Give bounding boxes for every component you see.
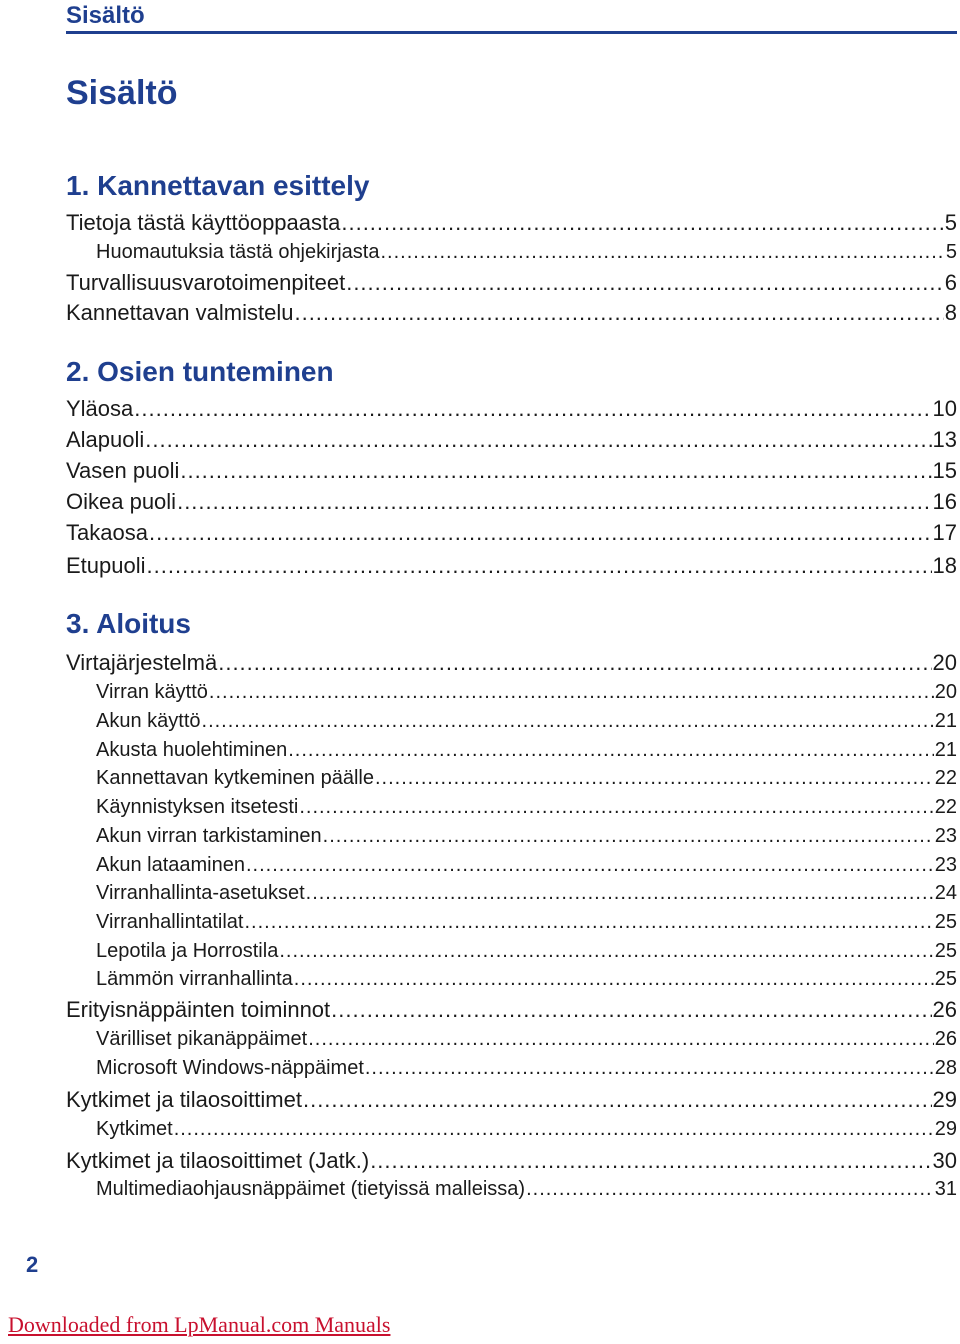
running-header bbox=[66, 0, 957, 34]
toc-entry[interactable]: Alapuoli ..... 13 bbox=[66, 427, 957, 453]
toc-entry[interactable]: Akun virran tarkistaminen ..... 23 bbox=[66, 825, 957, 848]
toc-entry[interactable]: Virranhallintatilat ..... 25 bbox=[66, 911, 957, 934]
toc-entry[interactable]: Virtajärjestelmä ..... 20 bbox=[66, 650, 957, 676]
toc-entry[interactable]: Virranhallinta-asetukset ..... 24 bbox=[66, 882, 957, 905]
page-title: Sisältö bbox=[66, 74, 178, 112]
page-number: 2 bbox=[26, 1252, 39, 1277]
toc-entry[interactable]: Multimediaohjausnäppäimet (tietyissä malleissa) ..... 31 bbox=[66, 1178, 957, 1201]
toc-entry[interactable]: Tietoja tästä käyttöoppaasta ..... 5 bbox=[66, 210, 957, 236]
toc-entry[interactable]: Akun lataaminen ..... 23 bbox=[66, 854, 957, 877]
toc-entry[interactable]: Yläosa ..... 10 bbox=[66, 396, 957, 422]
toc-entry[interactable]: Kytkimet ja tilaosoittimet ..... 29 bbox=[66, 1087, 957, 1113]
toc-entry[interactable]: Kytkimet ja tilaosoittimet (Jatk.) ..... 30 bbox=[66, 1148, 957, 1174]
section-heading-1: 1. Kannettavan esittely bbox=[66, 170, 370, 201]
toc-entry[interactable]: Virran käyttö ..... 20 bbox=[66, 681, 957, 704]
toc-entry[interactable]: Värilliset pikanäppäimet ..... 26 bbox=[66, 1028, 957, 1051]
toc-entry[interactable]: Vasen puoli ..... 15 bbox=[66, 458, 957, 484]
toc-entry[interactable]: Lepotila ja Horrostila ..... 25 bbox=[66, 940, 957, 963]
toc-entry[interactable]: Kannettavan kytkeminen päälle ..... 22 bbox=[66, 767, 957, 790]
toc-entry[interactable]: Lämmön virranhallinta ..... 25 bbox=[66, 968, 957, 991]
toc-entry[interactable]: Erityisnäppäinten toiminnot ..... 26 bbox=[66, 997, 957, 1023]
toc-entry[interactable]: Huomautuksia tästä ohjekirjasta ..... 5 bbox=[66, 241, 957, 264]
toc-entry[interactable]: Takaosa ..... 17 bbox=[66, 520, 957, 546]
footer-download-link[interactable]: Downloaded from LpManual.com Manuals bbox=[8, 1312, 391, 1337]
toc-entry[interactable]: Kannettavan valmistelu ..... 8 bbox=[66, 300, 957, 326]
toc-entry[interactable]: Oikea puoli ..... 16 bbox=[66, 489, 957, 515]
section-heading-2: 2. Osien tunteminen bbox=[66, 356, 334, 387]
toc-entry[interactable]: Turvallisuusvarotoimenpiteet ..... 6 bbox=[66, 270, 957, 296]
header-title: Sisältö bbox=[66, 2, 145, 29]
toc-entry[interactable]: Akun käyttö ..... 21 bbox=[66, 710, 957, 733]
toc-entry[interactable]: Akusta huolehtiminen ..... 21 bbox=[66, 739, 957, 762]
toc-entry[interactable]: Kytkimet ..... 29 bbox=[66, 1118, 957, 1141]
toc-entry[interactable]: Microsoft Windows-näppäimet ..... 28 bbox=[66, 1057, 957, 1080]
toc-entry[interactable]: Etupuoli ..... 18 bbox=[66, 553, 957, 579]
section-heading-3: 3. Aloitus bbox=[66, 608, 191, 639]
toc-entry[interactable]: Käynnistyksen itsetesti ..... 22 bbox=[66, 796, 957, 819]
